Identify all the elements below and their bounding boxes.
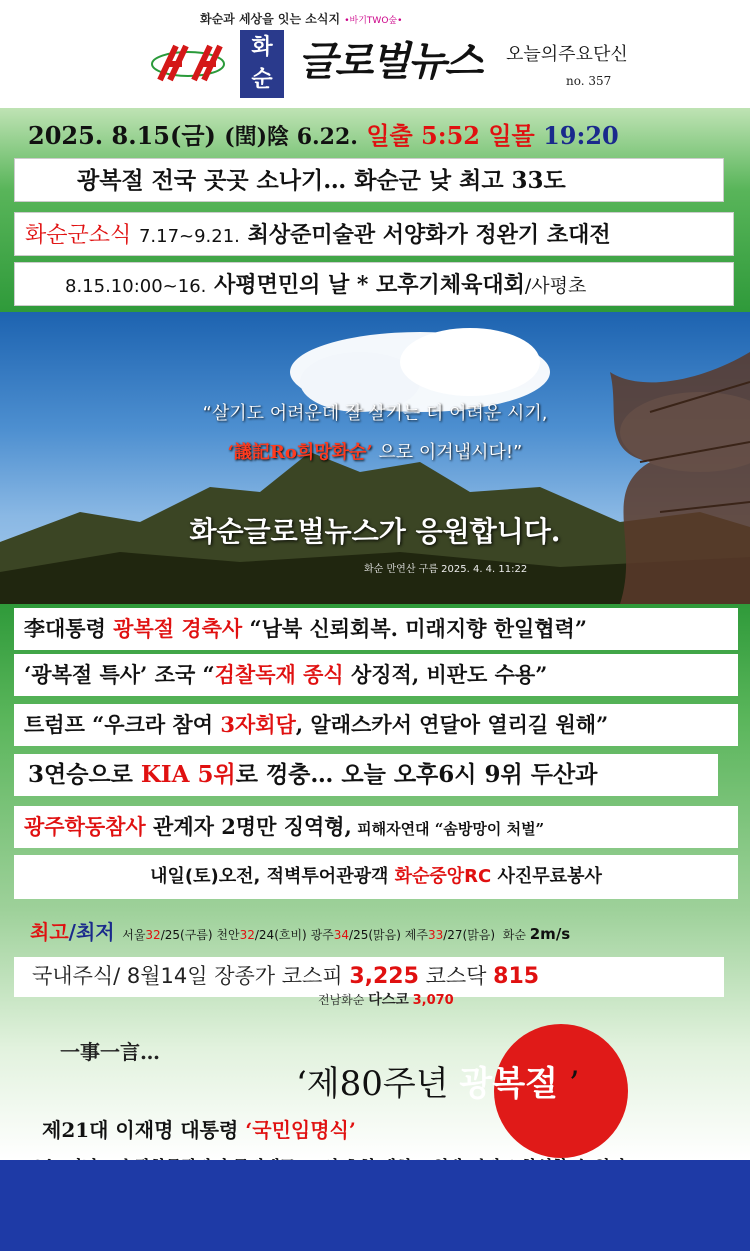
kosdaq-value: 815 [493,964,540,989]
sunset-time: 19:20 [543,121,619,150]
local-news-2-date: 8.15.10:00~16. [65,276,207,297]
photo-caption: 화순 만연산 구름 2025. 4. 4. 11:22 [364,564,528,575]
weather-lo-label: 최저 [75,920,115,944]
kospi-value: 3,225 [349,964,419,989]
photo-quote-line2 [0,438,750,464]
weather-city: 광주 [310,928,334,942]
news-item-4: 3연승으로 KIA 5위로 껑충… 오늘 오후6시 9위 두산과 [14,754,718,796]
inauguration-line: 제21대 이재명 대통령 ‘국민임명식’ [42,1118,356,1142]
weather-slash: / [68,920,76,944]
local-stock: 전남화순 다스코 3,070 [318,992,454,1008]
brand-logo-icon [148,40,228,84]
local-news-1-text: 최상준미술관 서양화가 정완기 초대전 [247,222,611,248]
wind-city: 화순 [502,928,526,942]
weather-city: 제주 [404,928,428,942]
kosdaq-label: 코스닥 [425,964,487,988]
masthead [0,0,750,108]
local-news-1 [14,212,734,256]
news-item-6: 내일(토)오전, 적벽투어관광객 화순중앙RC 사진무료봉사 [14,855,738,899]
news-item-2: ‘광복절 특사’ 조국 “검찰독재 종식 상징적, 비판도 수용” [14,654,738,696]
weather-city: 서울 [122,928,146,942]
quote-rest: 으로 이겨냅시다!” [378,442,523,463]
support-message: 화순글로벌뉴스가 응원합니다. [189,515,561,548]
footer-band [0,1160,750,1251]
weather-row: 최고/최저 서울32/25(구름) 천안32/24(흐비) 광주34/25(맑음) 제주33/27(맑음) 화순 2m/s [30,920,571,944]
briefing-title: 오늘의주요단신 [506,44,628,65]
local-news-1-date: 7.17~9.21. [138,226,240,247]
news-item-3: 트럼프 “우크라 참여 3자회담, 알래스카서 연달아 열리길 원해” [14,704,738,746]
sunset-label: 일몰 [488,121,535,150]
tagline-badge: •바기TWO숲• [344,16,403,26]
quote-highlight: ‘議記Ro희망화순’ [227,442,373,463]
lunar-date: (閏)陰 6.22. [224,124,358,150]
masthead-tagline: 화순과 세상을 잇는 소식지 •바기TWO숲• [200,12,403,26]
issue-number: no. 357 [566,74,612,88]
date-text: 2025. 8.15(금) [28,121,216,150]
weather-city: 천안 [216,928,240,942]
stock-label: 국내주식/ 8월14일 장종가 코스피 [32,964,343,988]
local-news-2 [14,262,734,306]
wind-speed: 2m/s [529,925,571,943]
weather-hi-label: 최고 [30,920,69,944]
news-item-5: 광주학동참사 관계자 2명만 징역형, 피해자연대 “솜방망이 처벌” [14,806,738,848]
logo-side-text: 화 순 [251,35,273,92]
proverb-label: 一事一言… [60,1040,160,1064]
sunrise: 일출 5:52 [366,121,480,150]
photo-quote-line1: “살기도 어려운데 잘 살기는 더 어려운 시기, [202,403,548,424]
news-item-1: 李대통령 광복절 경축사 “남북 신뢰회복. 미래지향 한일협력” [14,608,738,650]
date-bar [28,116,728,154]
local-news-2-text: 사평면민의 날 * 모후기체육대회 [214,272,525,298]
headline: 광복절 전국 곳곳 소나기… 화순군 낮 최고 33도 [14,158,724,202]
anniversary-title: ‘제80주년 광복절 ’ [296,1064,580,1104]
script-logo: 글로벌뉴스 [298,38,482,85]
local-news-2-place: /사평초 [524,275,587,297]
local-news-label: 화순군소식 [25,223,132,248]
hwasun-logo-box [240,30,284,98]
